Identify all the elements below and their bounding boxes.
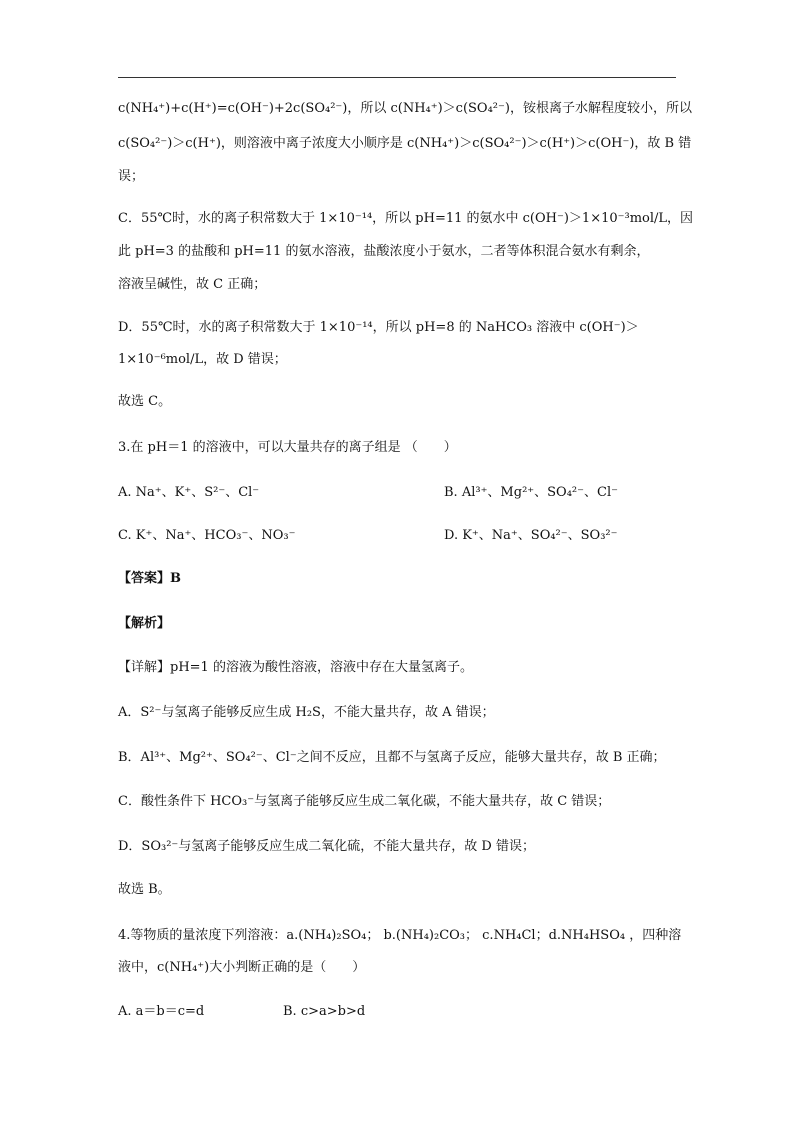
analysis-c: C．酸性条件下 HCO₃⁻与氢离子能够反应生成二氧化碳，不能大量共存，故 C 错误； <box>118 794 611 809</box>
option-3d: D. K⁺、Na⁺、SO₄²⁻、SO₃²⁻ <box>444 528 618 543</box>
option-3a: A. Na⁺、K⁺、S²⁻、Cl⁻ <box>118 485 260 500</box>
question-4-stem-2: 液中，c(NH₄⁺)大小判断正确的是（ ） <box>118 960 366 975</box>
option-4b: B. c>a>b>d <box>283 1004 366 1019</box>
text-line-3: 误； <box>118 169 145 184</box>
question-4-stem-1: 4.等物质的量浓度下列溶液：a.(NH₄)₂SO₄； b.(NH₄)₂CO₃； c.NH₄Cl；d.NH₄HSO₄ ，四种溶 <box>118 928 682 943</box>
analysis-b: B．Al³⁺、Mg²⁺、SO₄²⁻、Cl⁻之间不反应，且都不与氢离子反应，能够大量共存，故 B 正确； <box>118 750 666 765</box>
text-line-5: 此 pH=3 的盐酸和 pH=11 的氨水溶液，盐酸浓度小于氨水，二者等体积混合氨水有剩余， <box>118 244 650 259</box>
option-3c: C. K⁺、Na⁺、HCO₃⁻、NO₃⁻ <box>118 528 296 543</box>
conclusion-3: 故选 B。 <box>118 882 171 897</box>
header-rule <box>118 77 676 78</box>
analysis-label: 【解析】 <box>118 616 171 631</box>
question-3-stem: 3.在 pH＝1 的溶液中，可以大量共存的离子组是 （ ） <box>118 440 457 455</box>
text-line-7: D．55℃时，水的离子积常数大于 1×10⁻¹⁴，所以 pH=8 的 NaHCO₃ 溶液中 c(OH⁻)＞ <box>118 320 639 335</box>
analysis-d: D．SO₃²⁻与氢离子能够反应生成二氧化硫，不能大量共存，故 D 错误； <box>118 839 535 854</box>
text-line-1: c(NH₄⁺)+c(H⁺)=c(OH⁻)+2c(SO₄²⁻)，所以 c(NH₄⁺)＞c(SO₄²⁻)，铵根离子水解程度较小，所以 <box>118 101 692 116</box>
detail-line: 【详解】pH=1 的溶液为酸性溶液，溶液中存在大量氢离子。 <box>118 660 473 675</box>
text-line-4: C．55℃时，水的离子积常数大于 1×10⁻¹⁴，所以 pH=11 的氨水中 c(OH⁻)＞1×10⁻³mol/L，因 <box>118 211 694 226</box>
option-3b: B. Al³⁺、Mg²⁺、SO₄²⁻、Cl⁻ <box>444 485 618 500</box>
text-line-9: 故选 C。 <box>118 394 172 409</box>
option-4a: A. a＝b＝c=d <box>118 1004 205 1019</box>
text-line-2: c(SO₄²⁻)＞c(H⁺)，则溶液中离子浓度大小顺序是 c(NH₄⁺)＞c(SO₄²⁻)＞c(H⁺)＞c(OH⁻)，故 B 错 <box>118 136 692 151</box>
analysis-a: A．S²⁻与氢离子能够反应生成 H₂S，不能大量共存，故 A 错误； <box>118 705 495 720</box>
answer-label: 【答案】B <box>118 571 181 586</box>
text-line-6: 溶液呈碱性，故 C 正确； <box>118 277 267 292</box>
text-line-8: 1×10⁻⁶mol/L，故 D 错误； <box>118 352 287 367</box>
